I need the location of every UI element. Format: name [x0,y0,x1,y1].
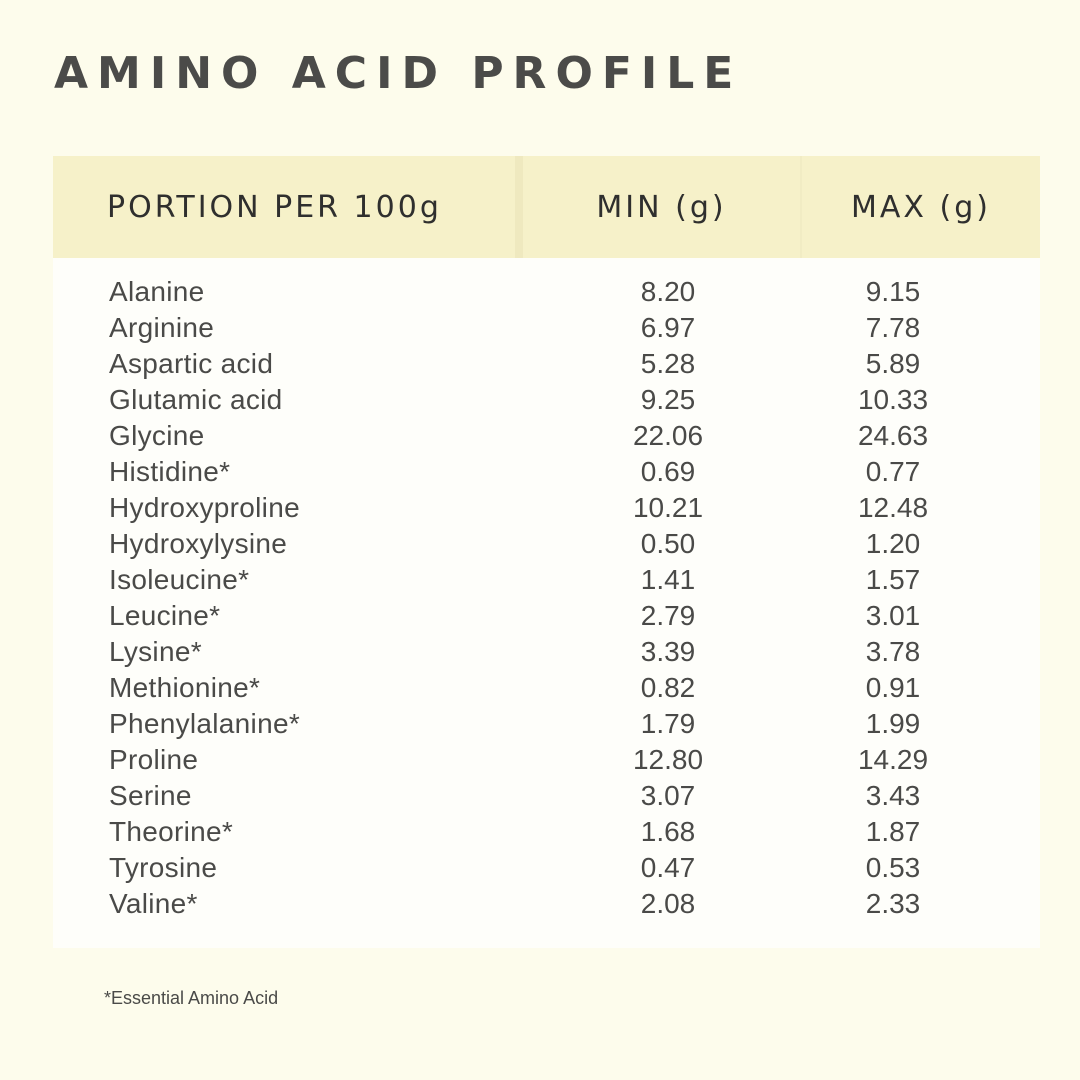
min-value: 9.25 [640,384,696,415]
table-row [53,814,1040,850]
table-row [53,562,1040,598]
amino-acid-name: Histidine* [109,456,231,487]
table-row [53,634,1040,670]
amino-acid-name: Methionine* [109,672,261,703]
amino-acid-name: Phenylalanine* [109,708,301,739]
table-header [53,156,1040,258]
min-value: 12.80 [632,744,704,775]
table-row [53,778,1040,814]
max-value: 1.20 [865,528,921,559]
amino-acid-name: Alanine [109,276,205,307]
max-value: 1.99 [865,708,921,739]
amino-acid-name: Hydroxyproline [109,492,300,523]
table-row [53,490,1040,526]
min-value: 6.97 [640,312,696,343]
header-divider [515,156,523,258]
max-value: 10.33 [857,384,929,415]
amino-acid-name: Lysine* [109,636,202,667]
amino-acid-name: Valine* [109,888,198,919]
min-value: 5.28 [640,348,696,379]
max-value: 0.77 [865,456,921,487]
min-value: 1.79 [640,708,696,739]
table-row [53,670,1040,706]
table-row [53,886,1040,922]
table-row [53,526,1040,562]
min-value: 2.08 [640,888,696,919]
min-value: 0.82 [640,672,696,703]
min-value: 0.47 [640,852,696,883]
min-value: 0.50 [640,528,696,559]
amino-acid-name: Glycine [109,420,205,451]
table-row [53,346,1040,382]
max-value: 12.48 [857,492,929,523]
amino-acid-name: Aspartic acid [109,348,274,379]
table-row [53,382,1040,418]
table-row [53,454,1040,490]
header-portion-per-100g: PORTION PER 100g [53,156,515,258]
min-value: 1.41 [640,564,696,595]
amino-acid-name: Leucine* [109,600,221,631]
min-value: 8.20 [640,276,696,307]
amino-acid-name: Serine [109,780,192,811]
table-row [53,706,1040,742]
table-row [53,310,1040,346]
min-value: 3.39 [640,636,696,667]
max-value: 2.33 [865,888,921,919]
amino-acid-name: Theorine* [109,816,234,847]
table-body [53,274,1040,922]
max-value: 14.29 [857,744,929,775]
amino-acid-name: Isoleucine* [109,564,250,595]
min-value: 3.07 [640,780,696,811]
table-row [53,850,1040,886]
max-value: 1.87 [865,816,921,847]
table-row [53,598,1040,634]
amino-acid-name: Proline [109,744,199,775]
header-min: MIN (g) [523,156,800,258]
page-title: AMINO ACID PROFILE [54,48,743,99]
max-value: 1.57 [865,564,921,595]
min-value: 10.21 [632,492,704,523]
footnote-essential-amino-acid: *Essential Amino Acid [104,988,279,1008]
max-value: 7.78 [865,312,921,343]
amino-acid-name: Arginine [109,312,215,343]
min-value: 22.06 [632,420,704,451]
max-value: 3.43 [865,780,921,811]
table-row [53,274,1040,310]
max-value: 9.15 [865,276,921,307]
header-max: MAX (g) [802,156,1040,258]
amino-acid-name: Glutamic acid [109,384,283,415]
max-value: 24.63 [857,420,929,451]
max-value: 3.78 [865,636,921,667]
max-value: 0.91 [865,672,921,703]
table-row [53,418,1040,454]
amino-acid-name: Tyrosine [109,852,218,883]
min-value: 2.79 [640,600,696,631]
max-value: 3.01 [865,600,921,631]
max-value: 5.89 [865,348,921,379]
max-value: 0.53 [865,852,921,883]
min-value: 0.69 [640,456,696,487]
amino-acid-table [53,156,1040,948]
table-row [53,742,1040,778]
min-value: 1.68 [640,816,696,847]
amino-acid-name: Hydroxylysine [109,528,288,559]
